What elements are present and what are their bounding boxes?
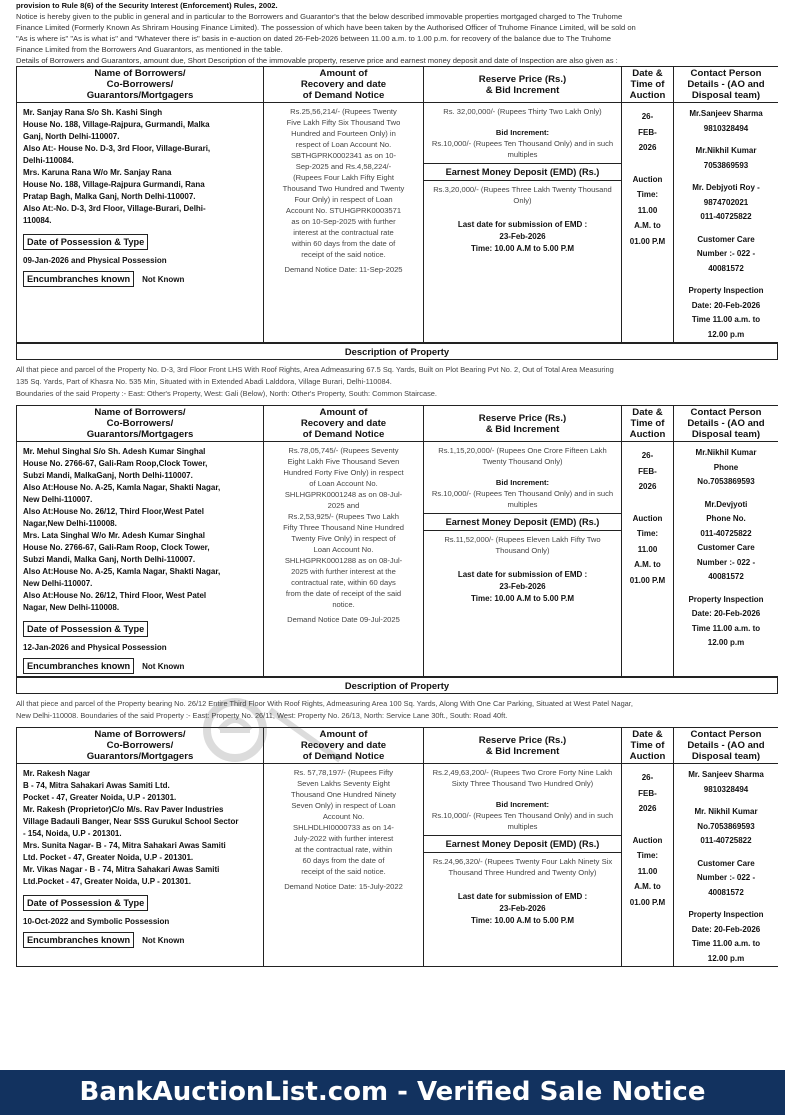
reserve-price: Rs.2,49,63,200/- (Rupees Two Crore Forty Nine Lakh Sixty Three Thousand Two Hundred Only) — [432, 768, 613, 788]
amount-line: from the date of receipt of the said — [285, 589, 402, 598]
borrower-line: - 154, Noida, U.P - 201301. — [23, 829, 122, 838]
amount-line: at the contractual rate, within — [294, 845, 393, 854]
borrower-line: Also At:House No. A-25, Kamla Nagar, Shakti Nagar, — [23, 483, 221, 492]
intro-line: "As is where is" "As is what is" and "Whatever there is" basis in e-auction on dated 26-Feb-2026 between 11.00 a.m. to 1.00 p.m. for recovery of the balance due to The Truhome — [16, 34, 612, 43]
header-reserve — [424, 67, 622, 103]
amount-line: Rs.2,53,925/- (Rupees Two Lakh — [288, 512, 399, 521]
contact-line: Property Inspection — [688, 286, 764, 295]
description-line: New Delhi-110008. Boundaries of the said Property :- East: Property No. 26/11, West: Property No. 26/13, North: Service Lane 30ft., South: Road 40ft. — [16, 711, 508, 720]
amount-line: Seven Lakhs Seventy Eight — [297, 779, 390, 788]
property-description — [16, 694, 778, 727]
amount-cell — [264, 103, 424, 343]
borrower-line: Ltd.Pocket - 47, Greater Noida, U.P - 201301. — [23, 877, 191, 886]
reserve-block — [424, 764, 621, 835]
contact-line: Time 11.00 a.m. to — [691, 623, 761, 633]
contact-line: 40081572 — [708, 572, 744, 581]
encumbrance-block — [23, 271, 259, 287]
borrower-line: Ltd. Pocket - 47, Greater Noida, U.P - 201301. — [23, 853, 194, 862]
auction-date-line: 26- — [641, 451, 654, 460]
description-heading: Description of Property — [16, 343, 778, 360]
encumbrance-value: Not Known — [142, 935, 185, 945]
borrower-line: House No. 2766-67, Gali-Ram Roop,Clock Tower, — [23, 459, 208, 468]
contact-line: Time 11.00 a.m. to — [691, 315, 761, 324]
contact-line: 40081572 — [708, 887, 744, 897]
borrower-line: Also At:- House No. D-3, 3rd Floor, Village-Burari, — [23, 144, 211, 153]
header-line: Reserve Price (Rs.) — [478, 73, 567, 85]
contact-line: Number :- 022 - — [696, 873, 756, 882]
borrower-line: House No. 188, Village-Rajpura, Gurmandi, Malka — [23, 120, 210, 129]
header-line: Amount of — [319, 407, 368, 418]
header-contact — [674, 67, 779, 103]
contact-line: 12.00 p.m — [707, 638, 745, 647]
amount-line: interest at the contractual rate — [293, 228, 394, 237]
contact-line: Phone — [713, 462, 739, 472]
borrower-line: Village Badauli Banger, Near SSS Gurukul School Sector — [23, 817, 239, 826]
header-line: Amount of — [319, 729, 368, 740]
amount-line: Thousand One Hundred Ninety — [290, 790, 397, 799]
borrower-line: Delhi-110084. — [23, 156, 74, 165]
header-line: Auction — [629, 90, 666, 101]
borrower-line: Mr. Rakesh Nagar — [23, 769, 91, 778]
emd-time: Time: 10.00 A.M to 5.00 P.M — [470, 594, 574, 603]
borrower-cell — [17, 103, 264, 343]
auction-time-line: Auction — [632, 513, 663, 523]
contact-line: Mr.Devjyoti — [704, 499, 748, 509]
contact-line: No.7053869593 — [697, 477, 755, 486]
contact-line: Phone No. — [706, 514, 746, 523]
header-line: Reserve Price (Rs.) — [478, 412, 567, 424]
contact-line: 011-40725822 — [700, 528, 752, 538]
borrower-line: Mrs. Sunita Nagar- B - 74, Mitra Sahakari Awas Samiti — [23, 841, 226, 850]
contact-cell — [674, 442, 779, 677]
auction-time-line: Time: — [636, 529, 659, 538]
intro-line: Notice is hereby given to the public in general and in particular to the Borrowers and Guarantor's that the below described immovable properties mortgaged charged to The Truhome — [16, 12, 623, 21]
emd-last-date-label: Last date for submission of EMD : — [457, 892, 588, 901]
encumbrance-block — [23, 932, 259, 948]
header-line: Name of Borrowers/ — [94, 729, 186, 740]
emd-last-date-block — [424, 881, 621, 931]
amount-line: Thousand Two Hundred and Twenty — [282, 184, 405, 193]
emd-label: Earnest Money Deposit (EMD) (Rs.) — [424, 835, 621, 853]
amount-line: Rs. 57,78,197/- (Rupees Fifty — [293, 768, 394, 777]
borrower-line: 110084. — [23, 216, 52, 225]
borrower-cell — [17, 764, 264, 967]
emd-time: Time: 10.00 A.M to 5.00 P.M — [470, 244, 574, 253]
description-line: All that piece and parcel of the Property bearing No. 26/12 Entire Third Floor With Roof Rights, Admeasuring Area 100 Sq. Yards, Along With One Car Parking, Situated at West Patel Nagar, — [16, 699, 633, 708]
auction-date-line: FEB- — [638, 788, 657, 798]
amount-line: Seven Only) in respect of Loan — [291, 801, 396, 810]
borrower-line: Subzi Mandi, MalkaGanj, North Delhi-110007. — [23, 471, 193, 480]
borrower-line: Pratap Bagh, Malka Ganj, North Delhi-110007. — [23, 192, 196, 201]
contact-line: Property Inspection — [688, 910, 764, 919]
contact-line: Property Inspection — [688, 594, 764, 604]
source-banner: BankAuctionList.com - Verified Sale Notice — [0, 1070, 785, 1115]
auction-time-line: 01.00 P.M — [629, 897, 666, 907]
auction-date-line: 26- — [641, 773, 654, 782]
contact-line: Customer Care — [697, 234, 755, 244]
possession-label: Date of Possession & Type — [23, 621, 148, 637]
demand-notice-date: Demand Notice Date 09-Jul-2025 — [287, 615, 400, 624]
header-line: Time of — [630, 740, 665, 751]
header-line: Contact Person — [690, 68, 762, 79]
contact-line: 9810328494 — [703, 123, 749, 133]
contact-line: 12.00 p.m — [707, 329, 745, 339]
contact-line: Mr. Sanjeev Sharma — [688, 770, 764, 779]
borrower-line: Mr. Mehul Singhal S/o Sh. Adesh Kumar Singhal — [23, 447, 206, 456]
amount-line: receipt of the said notice. — [301, 250, 386, 259]
auction-date-line: 2026 — [638, 804, 657, 813]
auction-date-cell — [622, 764, 674, 967]
header-line: Details - (AO and — [687, 79, 765, 90]
header-borrowers — [17, 728, 264, 764]
header-contact — [674, 728, 779, 764]
contact-line: Mr. Nikhil Kumar — [694, 807, 758, 816]
header-borrowers — [17, 406, 264, 442]
spacer — [674, 900, 778, 908]
header-line: Contact Person — [690, 407, 762, 418]
amount-line: respect of Loan Account No. — [295, 140, 392, 149]
auction-date-line: 2026 — [638, 482, 657, 491]
amount-line: notice. — [332, 600, 355, 609]
header-amount — [264, 406, 424, 442]
auction-date-cell — [622, 442, 674, 677]
auction-time-line: 01.00 P.M — [629, 575, 666, 585]
borrower-line: Nagar,New Delhi-110008. — [23, 519, 117, 528]
amount-line: of Loan Account No. — [309, 479, 378, 488]
header-line: of Demand Notice — [302, 751, 385, 762]
amount-line: SHLHDLHI0000733 as on 14- — [293, 823, 394, 832]
header-date — [622, 67, 674, 103]
intro-line: Finance Limited from the Borrowers And Guarantors, as mentioned in the table. — [16, 45, 283, 54]
amount-line: (Rupees Four Lakh Fifty Eight — [293, 173, 394, 182]
reserve-price: Rs.1,15,20,000/- (Rupees One Crore Fifteen Lakh Twenty Thousand Only) — [438, 446, 607, 466]
intro-text — [16, 0, 778, 66]
auction-time-line: 11.00 — [637, 866, 658, 876]
contact-cell — [674, 764, 779, 967]
notice-table — [16, 405, 778, 677]
auction-time-line: 11.00 — [637, 205, 658, 215]
header-row — [17, 406, 779, 442]
emd-last-date-block — [424, 209, 621, 259]
header-line: of Demand Notice — [302, 90, 385, 101]
header-contact — [674, 406, 779, 442]
amount-line: Eight Lakh Five Thousand Seven — [287, 457, 400, 466]
bid-increment-value: Rs.10,000/- (Rupees Ten Thousand Only) and in such multiples — [431, 139, 614, 159]
notice-row — [17, 442, 779, 677]
bid-increment-label: Bid Increment: — [495, 478, 550, 487]
borrower-line: New Delhi-110007. — [23, 495, 93, 504]
contact-line: Time 11.00 a.m. to — [691, 939, 761, 948]
contact-line: 40081572 — [708, 263, 744, 273]
encumbrance-label: Encumbranches known — [23, 271, 134, 287]
header-line: Auction — [629, 429, 666, 440]
possession-label: Date of Possession & Type — [23, 895, 148, 911]
header-line: Recovery and date — [300, 418, 387, 429]
encumbrance-block — [23, 658, 259, 674]
borrower-line: Ganj, North Delhi-110007. — [23, 132, 120, 141]
spacer — [674, 225, 778, 233]
borrower-line: Mr. Vikas Nagar - B - 74, Mitra Sahakari Awas Samiti — [23, 865, 220, 874]
contact-line: No.7053869593 — [697, 821, 755, 831]
contact-line: Date: 20-Feb-2026 — [691, 924, 761, 934]
auction-date-line: FEB- — [638, 127, 657, 137]
borrower-line: New Delhi-110007. — [23, 579, 93, 588]
contact-line: 9810328494 — [703, 784, 749, 794]
spacer — [674, 136, 778, 144]
reserve-cell — [424, 103, 622, 343]
emd-last-date-label: Last date for submission of EMD : — [457, 570, 588, 579]
description-line: 135 Sq. Yards, Part of Khasra No. 535 Min, Situated with in Extended Abadi Lalddora, Village Burari, Delhi-110084. — [16, 377, 392, 386]
header-line: Date & — [632, 729, 663, 740]
header-line: Recovery and date — [300, 79, 387, 90]
auction-date-cell — [622, 103, 674, 343]
spacer — [674, 585, 778, 593]
encumbrance-label: Encumbranches known — [23, 932, 134, 948]
header-amount — [264, 67, 424, 103]
header-row — [17, 728, 779, 764]
amount-line: Rs.78,05,745/- (Rupees Seventy — [288, 446, 399, 455]
emd-last-date-label: Last date for submission of EMD : — [457, 220, 588, 229]
encumbrance-value: Not Known — [142, 661, 185, 671]
amount-line: within 60 days from the date of — [291, 239, 396, 248]
amount-line: contractual rate, within 60 days — [291, 578, 396, 587]
intro-line: provision to Rule 8(6) of the Security Interest (Enforcement) Rules, 2002. — [16, 1, 278, 10]
header-line: Reserve Price (Rs.) — [478, 734, 567, 746]
borrower-cell — [17, 442, 264, 677]
borrower-line: Mrs. Karuna Rana W/o Mr. Sanjay Rana — [23, 168, 172, 177]
contact-line: 011-40725822 — [700, 836, 752, 845]
amount-line: Sep-2025 and Rs.4,58,224/- — [295, 162, 392, 171]
header-line: Guarantors/Mortgagers — [86, 429, 194, 440]
possession-value: 09-Jan-2026 and Physical Possession — [23, 256, 167, 265]
auction-time-line: Auction — [632, 174, 663, 184]
header-line: Co-Borrowers/ — [106, 79, 174, 90]
intro-line: Finance Limited (Formerly Known As Shriram Housing Finance Limited). The possession of which have been taken by the Authorised Officer of Truhome Finance Limited, will be sold on — [16, 23, 636, 32]
header-line: Contact Person — [690, 729, 762, 740]
borrower-line: Also At:-No. D-3, 3rd Floor, Village-Burari, Delhi- — [23, 204, 206, 213]
spacer — [674, 849, 778, 857]
header-line: Details - (AO and — [687, 740, 765, 751]
notice-table — [16, 727, 778, 967]
amount-line: SBTHGPRK0002341 as on 10- — [290, 151, 397, 160]
spacer — [622, 817, 673, 833]
encumbrance-value: Not Known — [142, 274, 185, 284]
amount-line: Four Only) in respect of Loan — [294, 195, 393, 204]
header-line: Co-Borrowers/ — [106, 418, 174, 429]
description-line: All that piece and parcel of the Property No. D-3, 3rd Floor Front LHS With Roof Rights, Area Admeasuring 67.5 Sq. Yards, Built on Plot Bearing Pvt No. 2, Out of Total Area Measuring — [16, 365, 614, 374]
header-line: Details - (AO and — [687, 418, 765, 429]
notice-table — [16, 66, 778, 343]
header-borrowers — [17, 67, 264, 103]
header-line: Guarantors/Mortgagers — [86, 90, 194, 101]
amount-line: 2025 and — [327, 501, 360, 510]
amount-line: Rs.25,56,214/- (Rupees Twenty — [290, 107, 397, 116]
borrower-line: Also At:House No. 26/12, Third Floor, West Patel — [23, 591, 207, 600]
header-line: Time of — [630, 418, 665, 429]
spacer — [674, 490, 778, 498]
header-line: Amount of — [319, 68, 368, 79]
amount-line: Account No. STUHGPRK0003571 — [285, 206, 402, 215]
bid-increment-label: Bid Increment: — [495, 128, 550, 137]
contact-line: Mr.Nikhil Kumar — [695, 146, 757, 155]
spacer — [674, 797, 778, 805]
contact-line: 9874702021 — [703, 197, 749, 207]
auction-date-line: 26- — [641, 112, 654, 121]
borrower-line: Also At:House No. A-25, Kamla Nagar, Shakti Nagar, — [23, 567, 221, 576]
header-line: Name of Borrowers/ — [94, 68, 186, 79]
property-description — [16, 360, 778, 405]
header-line: & Bid Increment — [485, 423, 560, 435]
emd-last-date-block — [424, 559, 621, 609]
intro-line: Details of Borrowers and Guarantors, amount due, Short Description of the immovable property, reserve price and earnest money deposit and date of Inspection are also given as : — [16, 56, 618, 65]
header-line: Auction — [629, 751, 666, 762]
contact-line: Date: 20-Feb-2026 — [691, 300, 761, 310]
header-row — [17, 67, 779, 103]
notice-row — [17, 103, 779, 343]
emd-label: Earnest Money Deposit (EMD) (Rs.) — [424, 513, 621, 531]
spacer — [622, 495, 673, 511]
auction-time-line: Time: — [636, 851, 659, 860]
contact-line: 12.00 p.m — [707, 953, 745, 963]
borrower-line: House No. 2766-67, Gali-Ram Roop, Clock Tower, — [23, 543, 210, 552]
borrower-line: Pocket - 47, Greater Noida, U.P - 201301. — [23, 793, 177, 802]
amount-line: Five Lakh Fifty Six Thousand Two — [286, 118, 401, 127]
auction-time-line: 11.00 — [637, 544, 658, 554]
emd-value: Rs.11,52,000/- (Rupees Eleven Lakh Fifty Two Thousand Only) — [444, 535, 601, 555]
contact-line: Number :- 022 - — [696, 249, 756, 258]
auction-time-line: 01.00 P.M — [629, 236, 666, 246]
spacer — [674, 276, 778, 284]
auction-date-line: 2026 — [638, 143, 657, 152]
amount-line: 2025 with further interest at the — [291, 567, 396, 576]
emd-label: Earnest Money Deposit (EMD) (Rs.) — [424, 163, 621, 181]
header-line: Recovery and date — [300, 740, 387, 751]
header-line: & Bid Increment — [485, 745, 560, 757]
possession-label: Date of Possession & Type — [23, 234, 148, 250]
borrower-line: Also At:House No. 26/12, Third Floor,West Patel — [23, 507, 204, 516]
contact-line: Mr.Sanjeev Sharma — [689, 109, 763, 118]
reserve-block — [424, 103, 621, 163]
emd-last-date: 23-Feb-2026 — [499, 582, 546, 591]
bid-increment-value: Rs.10,000/- (Rupees Ten Thousand Only) and in such multiples — [431, 489, 614, 509]
amount-cell — [264, 442, 424, 677]
header-line: Co-Borrowers/ — [106, 740, 174, 751]
auction-time-line: A.M. to — [634, 221, 661, 230]
amount-line: Hundred and Fourteen Only) in — [291, 129, 396, 138]
reserve-price: Rs. 32,00,000/- (Rupees Thirty Two Lakh Only) — [443, 107, 602, 116]
amount-line: Hundred Forty Five Only) in respect — [283, 468, 404, 477]
borrower-line: Mr. Sanjay Rana S/o Sh. Kashi Singh — [23, 108, 163, 117]
notice-row — [17, 764, 779, 967]
auction-time-line: A.M. to — [634, 560, 661, 569]
contact-cell — [674, 103, 779, 343]
emd-value: Rs.24,96,320/- (Rupees Twenty Four Lakh Ninety Six Thousand Three Hundred and Twenty Only) — [432, 857, 613, 877]
contact-line: Customer Care — [697, 858, 755, 868]
reserve-cell — [424, 764, 622, 967]
auction-date-line: FEB- — [638, 466, 657, 476]
bid-increment-value: Rs.10,000/- (Rupees Ten Thousand Only) and in such multiples — [431, 811, 614, 831]
contact-line: Mr.Nikhil Kumar — [695, 448, 757, 457]
bid-increment-label: Bid Increment: — [495, 800, 550, 809]
header-line: Date & — [632, 68, 663, 79]
header-line: Name of Borrowers/ — [94, 407, 186, 418]
contact-line: 011-40725822 — [700, 212, 752, 221]
notice-list — [16, 66, 778, 967]
encumbrance-label: Encumbranches known — [23, 658, 134, 674]
header-line: Time of — [630, 79, 665, 90]
auction-time-line: Time: — [636, 190, 659, 199]
contact-line: Number :- 022 - — [696, 557, 756, 567]
contact-line: Mr. Debjyoti Roy - — [692, 183, 760, 192]
emd-time: Time: 10.00 A.M to 5.00 P.M — [470, 916, 574, 925]
emd-last-date: 23-Feb-2026 — [499, 904, 546, 913]
reserve-cell — [424, 442, 622, 677]
possession-value: 12-Jan-2026 and Physical Possession — [23, 643, 167, 652]
header-line: & Bid Increment — [485, 84, 560, 96]
auction-time-line: Auction — [632, 835, 663, 845]
demand-notice-date: Demand Notice Date: 11-Sep-2025 — [284, 265, 403, 274]
possession-value: 10-Oct-2022 and Symbolic Possession — [23, 917, 170, 926]
header-line: Disposal team) — [691, 751, 761, 762]
sale-notice-document — [16, 0, 778, 1070]
amount-line: July-2022 with further interest — [293, 834, 394, 843]
header-reserve — [424, 406, 622, 442]
header-line: of Demand Notice — [302, 429, 385, 440]
amount-line: SHLHGPRK0001248 as on 08-Jul- — [284, 490, 403, 499]
amount-line: receipt of the said notice. — [301, 867, 386, 876]
header-reserve — [424, 728, 622, 764]
borrower-line: Mr. Rakesh (Proprietor)C/o M/s. Rav Paver Industries — [23, 805, 224, 814]
header-line: Date & — [632, 407, 663, 418]
spacer — [674, 173, 778, 181]
amount-line: Fifty Three Thousand Nine Hundred — [283, 523, 404, 532]
amount-line: Twenty Five Only) in respect of — [291, 534, 396, 543]
header-amount — [264, 728, 424, 764]
description-heading: Description of Property — [16, 677, 778, 694]
header-line: Disposal team) — [691, 429, 761, 440]
header-line: Disposal team) — [691, 90, 761, 101]
borrower-line: B - 74, Mitra Sahakari Awas Samiti Ltd. — [23, 781, 170, 790]
amount-line: as on 10-Sep-2025 with further — [291, 217, 396, 226]
contact-line: Customer Care — [697, 543, 755, 552]
reserve-block — [424, 442, 621, 513]
amount-line: SHLHGPRK0001288 as on 08-Jul- — [284, 556, 403, 565]
amount-cell — [264, 764, 424, 967]
contact-line: Date: 20-Feb-2026 — [691, 609, 761, 618]
amount-line: Loan Account No. — [313, 545, 374, 554]
emd-last-date: 23-Feb-2026 — [499, 232, 546, 241]
borrower-line: Nagar, New Delhi-110008. — [23, 603, 120, 612]
spacer — [622, 156, 673, 172]
amount-line: Account No. — [322, 812, 365, 821]
description-line: Boundaries of the said Property :- East: Other's Property, West: Gali (Below), North: Other's Property, South: Common Staircase. — [16, 389, 437, 398]
borrower-line: Subzi Mandi, Malka Ganj, North Delhi-110007. — [23, 555, 196, 564]
header-date — [622, 728, 674, 764]
header-line: Guarantors/Mortgagers — [86, 751, 194, 762]
borrower-line: Mrs. Lata Singhal W/o Mr. Adesh Kumar Singhal — [23, 531, 205, 540]
header-date — [622, 406, 674, 442]
emd-value: Rs.3,20,000/- (Rupees Three Lakh Twenty Thousand Only) — [433, 185, 612, 205]
borrower-line: House No. 188, Village-Rajpura Gurmandi, Rana — [23, 180, 205, 189]
amount-line: 60 days from the date of — [302, 856, 385, 865]
contact-line: 7053869593 — [703, 160, 749, 170]
auction-time-line: A.M. to — [634, 882, 661, 891]
demand-notice-date: Demand Notice Date: 15-July-2022 — [284, 882, 403, 891]
